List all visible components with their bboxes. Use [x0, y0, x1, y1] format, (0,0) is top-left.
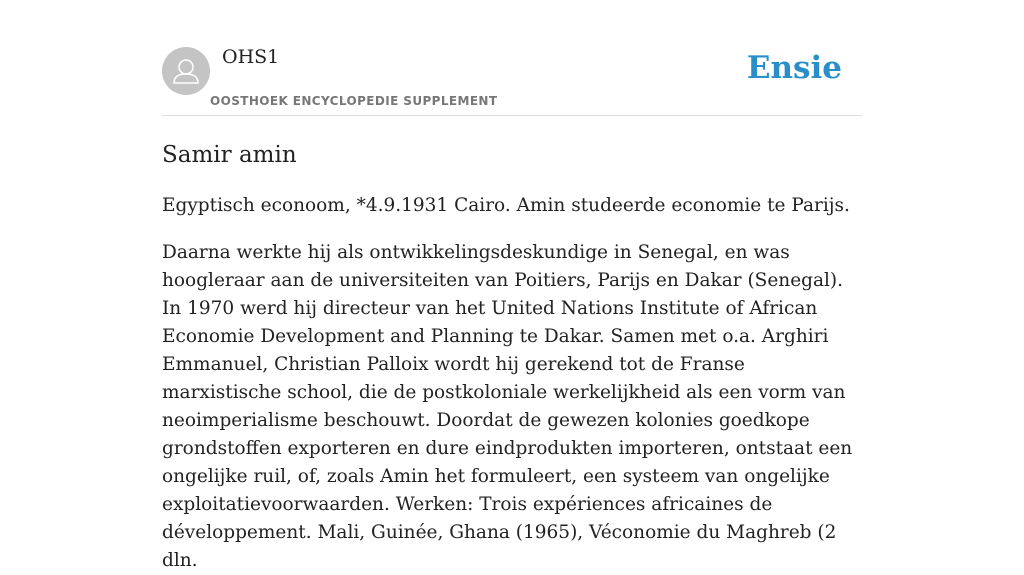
user-icon	[162, 47, 210, 95]
article-container	[162, 0, 862, 575]
author-name[interactable]: OHS1	[222, 46, 280, 68]
article-paragraph: Egyptisch econoom, *4.9.1931 Cairo. Amin studeerde economie te Parijs.	[162, 195, 850, 216]
ensie-logo[interactable]: Ensie	[746, 50, 842, 86]
article-header	[162, 0, 862, 116]
article-title: Samir amin	[162, 142, 297, 168]
source-label[interactable]: OOSTHOEK ENCYCLOPEDIE SUPPLEMENT	[210, 94, 498, 108]
article-paragraph: Daarna werkte hij als ontwikkelingsdeskundige in Senegal, en was hoogleraar aan de universiteiten van Poitiers, Parijs en Dakar (Senegal). In 1970 werd hij directeur van het United Nations Institute of African Economie Development and Planning te Dakar. Samen met o.a. Arghiri Emmanuel, Christian Palloix wordt hij gerekend tot de Franse marxistische school, die de postkoloniale werkelijkheid als een vorm van neoimperialisme beschouwt. Doordat de gewezen kolonies goedkope grondstoffen exporteren en dure eindprodukten importeren, ontstaat een ongelijke ruil, of, zoals Amin het formuleert, een systeem van ongelijke exploitatievoorwaarden. Werken: Trois expériences africaines de développement. Mali, Guinée, Ghana (1965), Véconomie du Maghreb (2 dln.	[162, 242, 853, 571]
avatar[interactable]	[162, 47, 210, 95]
